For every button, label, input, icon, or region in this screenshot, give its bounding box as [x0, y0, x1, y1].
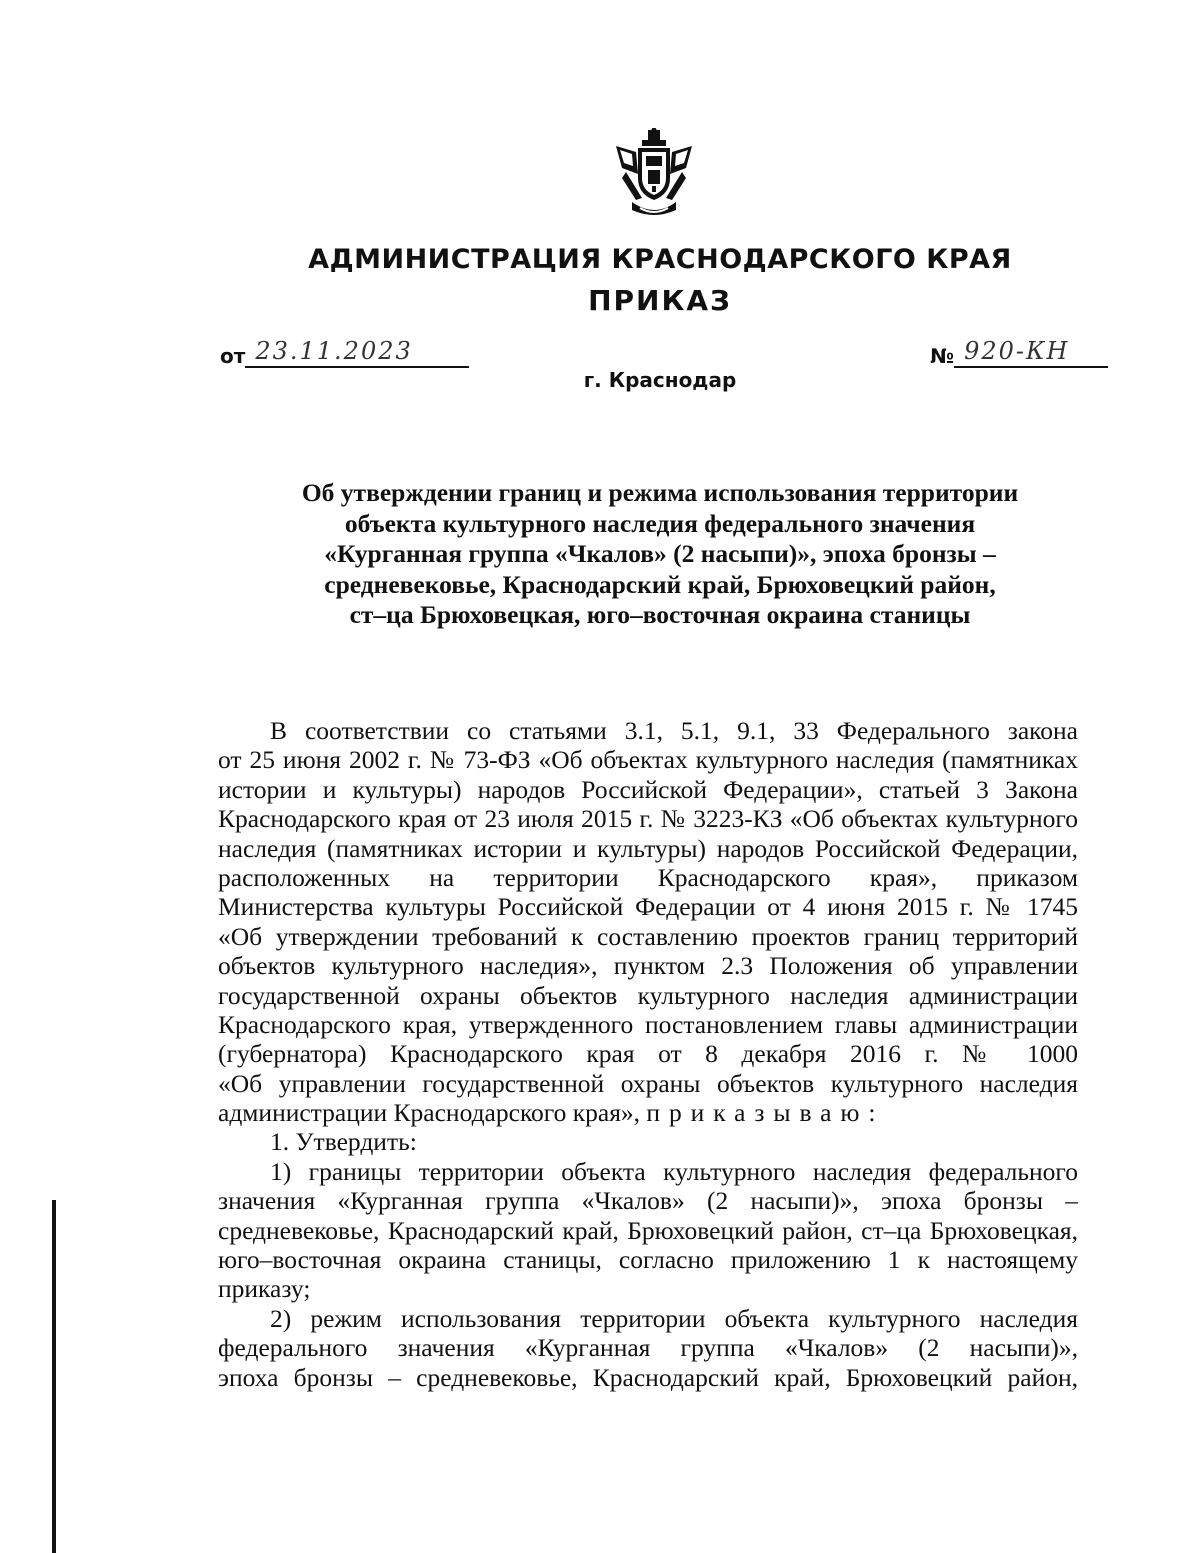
preamble-line: объектов культурного наследия», пунктом 2.3 Положения об управлении — [218, 951, 1078, 981]
preamble-line: Краснодарского края, утвержденного постановлением главы администрации — [218, 1009, 1078, 1039]
preamble-line: наследия (памятниках истории и культуры) народов Российской Федерации, — [218, 833, 1078, 863]
date-field — [220, 336, 469, 368]
preamble-line: расположенных на территории Краснодарского края», приказом — [218, 862, 1078, 892]
preamble-line: истории и культуры) народов Российской Федерации», статьей 3 Закона — [218, 774, 1078, 804]
subitem-1-line: 1) границы территории объекта культурного наследия федерального — [270, 1156, 1078, 1186]
date-prefix: от — [220, 344, 246, 368]
preamble-line: В соответствии со статьями 3.1, 5.1, 9.1, 33 Федерального закона — [270, 716, 1078, 745]
subject-line: Об утверждении границ и режима использования территории — [301, 478, 1019, 507]
order-word: приказываю: — [646, 1098, 885, 1128]
document-type: ПРИКАЗ — [588, 284, 732, 317]
date-value: 23.11.2023 — [245, 336, 469, 368]
preamble-line: Министерства культуры Российской Федерации от 4 июня 2015 г. № 1745 — [218, 892, 1078, 922]
subitem-1-last-line: приказу; — [218, 1274, 311, 1304]
item-1: 1. Утвердить: — [270, 1127, 417, 1157]
preamble-tail: администрации Краснодарского края», — [218, 1098, 641, 1128]
subitem-1-line: средневековье, Краснодарский край, Брюховецкий район, ст–ца Брюховецкая, — [218, 1215, 1078, 1245]
scan-edge-line — [52, 1200, 56, 1553]
subitem-1-line: юго–восточная окраина станицы, согласно приложению 1 к настоящему — [218, 1245, 1078, 1275]
subitem-2-line: федерального значения «Курганная группа «Чкалов» (2 насыпи)», — [218, 1333, 1078, 1363]
subitem-2-line: 2) режим использования территории объекта культурного наследия — [270, 1303, 1078, 1333]
preamble-line: «Об управлении государственной охраны объектов культурного наследия — [218, 1068, 1078, 1098]
subject-line: ст–ца Брюховецкая, юго–восточная окраина станицы — [349, 600, 971, 629]
preamble-line: (губернатора) Краснодарского края от 8 декабря 2016 г. № 1000 — [218, 1039, 1078, 1069]
preamble-line: «Об утверждении требований к составлению проектов границ территорий — [218, 921, 1078, 951]
order-body — [218, 716, 1078, 1392]
preamble-line: Краснодарского края от 23 июля 2015 г. № 3223-КЗ «Об объектах культурного — [218, 804, 1078, 834]
krasnodar-coat-of-arms-icon — [612, 128, 696, 220]
subject-line: «Курганная группа «Чкалов» (2 насыпи)», эпоха бронзы – — [324, 539, 996, 568]
city-name: г. Краснодар — [583, 368, 737, 392]
authority-title: АДМИНИСТРАЦИЯ КРАСНОДАРСКОГО КРАЯ — [308, 244, 1012, 275]
subject-line: объекта культурного наследия федерального значения — [344, 508, 976, 538]
subitem-1-line: значения «Курганная группа «Чкалов» (2 насыпи)», эпоха бронзы – — [218, 1186, 1078, 1216]
preamble-line: государственной охраны объектов культурного наследия администрации — [218, 980, 1078, 1010]
number-field — [930, 336, 1108, 368]
preamble-line: от 25 июня 2002 г. № 73-ФЗ «Об объектах культурного наследия (памятниках — [218, 745, 1078, 775]
number-prefix: № — [930, 344, 955, 368]
number-value: 920-КН — [954, 336, 1108, 368]
preamble-last-line — [218, 1098, 1078, 1127]
subitem-2-line: эпоха бронзы – средневековье, Краснодарский край, Брюховецкий район, — [218, 1362, 1078, 1392]
subject-line: средневековье, Краснодарский край, Брюховецкий район, — [324, 569, 996, 599]
order-subject — [240, 478, 1080, 631]
